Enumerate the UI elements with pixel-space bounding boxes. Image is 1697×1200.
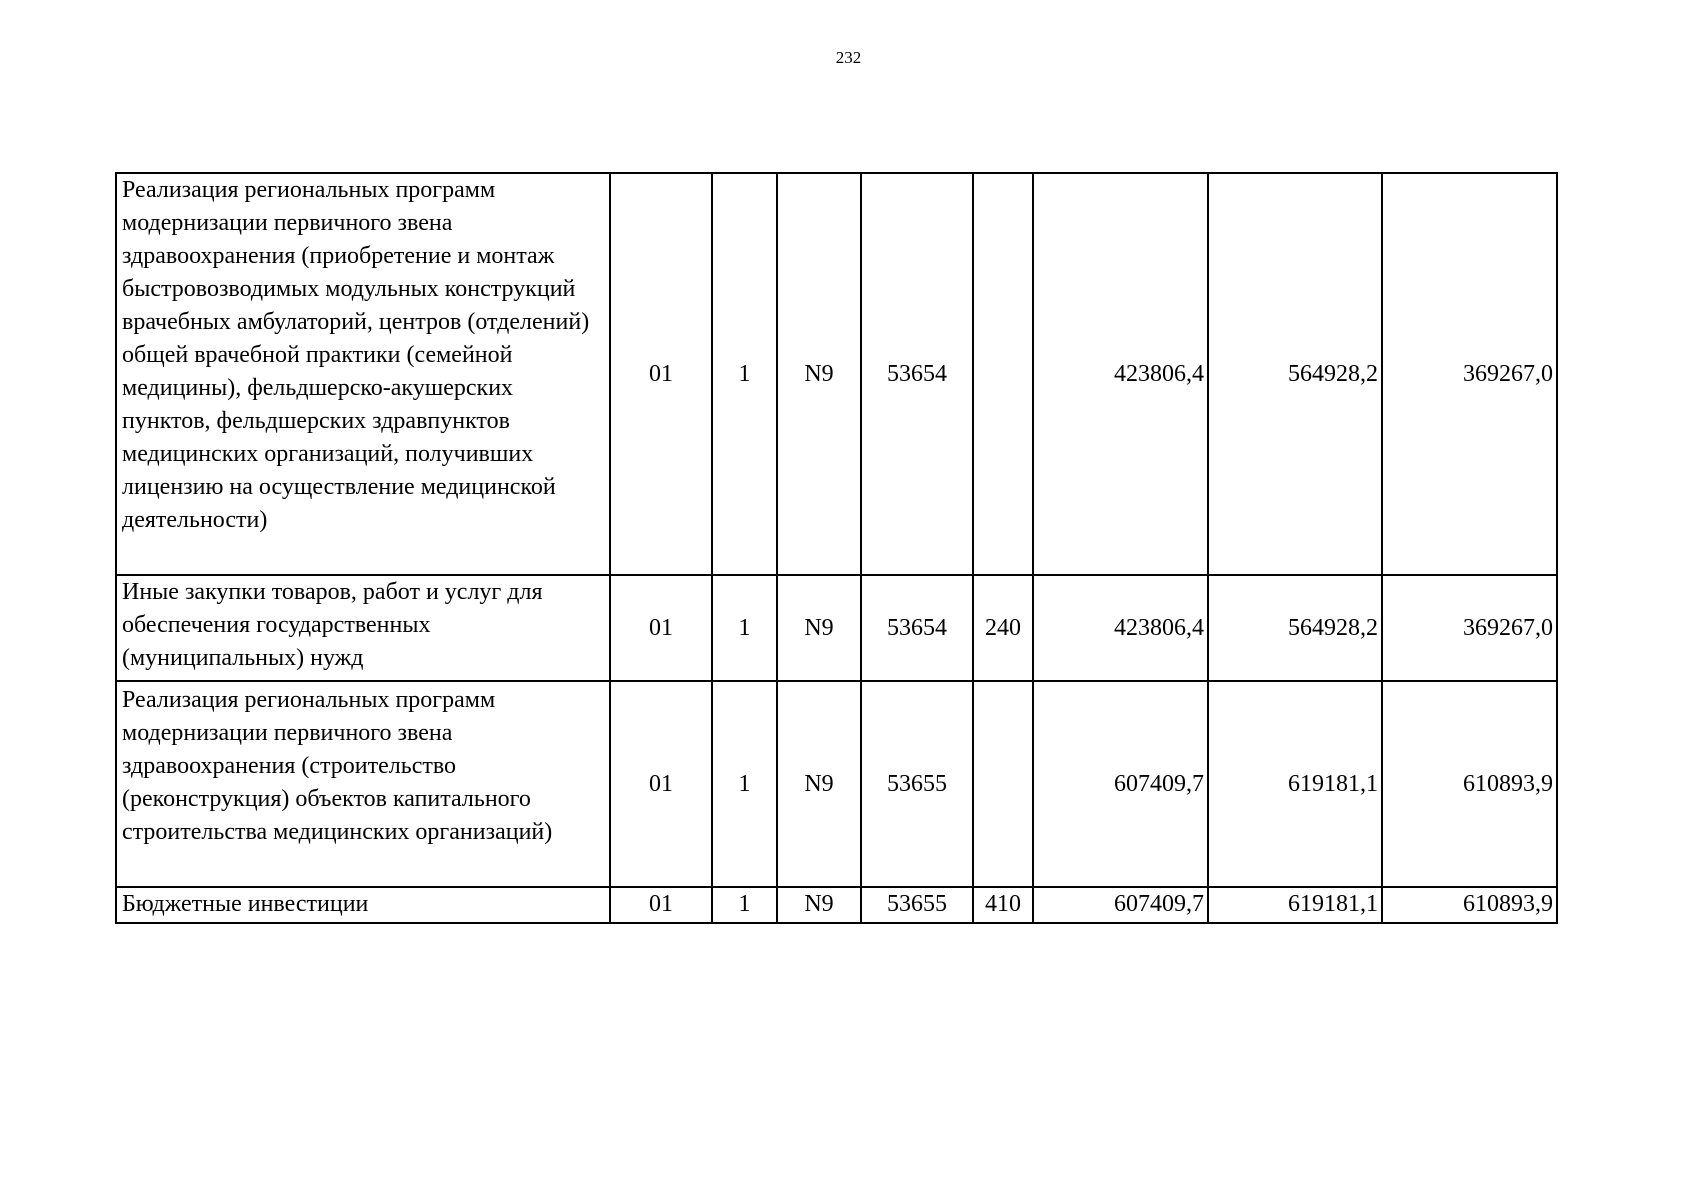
program-code: 1 — [712, 887, 777, 923]
amount-year-2: 619181,1 — [1208, 681, 1382, 887]
section-code: 01 — [610, 575, 712, 681]
project-code: N9 — [777, 575, 861, 681]
section-code: 01 — [610, 681, 712, 887]
direction-code: 53654 — [861, 173, 973, 575]
amount-year-3: 369267,0 — [1382, 575, 1557, 681]
table-row — [116, 681, 1557, 887]
table-row — [116, 575, 1557, 681]
row-description: Реализация региональных программ модернизации первичного звена здравоохранения (строительство (реконструкция) объектов капитального строительства медицинских организаций) — [116, 681, 610, 887]
amount-year-2: 619181,1 — [1208, 887, 1382, 923]
row-description: Иные закупки товаров, работ и услуг для обеспечения государственных (муниципальных) нужд — [116, 575, 610, 681]
page-number: 232 — [835, 48, 862, 67]
program-code: 1 — [712, 575, 777, 681]
section-code: 01 — [610, 173, 712, 575]
expense-type-code: 410 — [973, 887, 1033, 923]
project-code: N9 — [777, 681, 861, 887]
program-code: 1 — [712, 681, 777, 887]
amount-year-3: 610893,9 — [1382, 681, 1557, 887]
budget-table — [115, 172, 1558, 924]
amount-year-1: 423806,4 — [1033, 173, 1208, 575]
amount-year-2: 564928,2 — [1208, 575, 1382, 681]
row-description: Реализация региональных программ модернизации первичного звена здравоохранения (приобретение и монтаж быстровозводимых модульных конструкций врачебных амбулаторий, центров (отделений) общей врачебной практики (семейной медицины), фельдшерско-акушерских пунктов, фельдшерских здравпунктов медицинских организаций, получивших лицензию на осуществление медицинской деятельности) — [116, 173, 610, 575]
direction-code: 53655 — [861, 887, 973, 923]
table-row — [116, 887, 1557, 923]
expense-type-code — [973, 681, 1033, 887]
amount-year-1: 607409,7 — [1033, 681, 1208, 887]
project-code: N9 — [777, 173, 861, 575]
expense-type-code — [973, 173, 1033, 575]
row-description: Бюджетные инвестиции — [116, 887, 610, 923]
amount-year-3: 610893,9 — [1382, 887, 1557, 923]
amount-year-3: 369267,0 — [1382, 173, 1557, 575]
expense-type-code: 240 — [973, 575, 1033, 681]
amount-year-2: 564928,2 — [1208, 173, 1382, 575]
amount-year-1: 607409,7 — [1033, 887, 1208, 923]
table-row — [116, 173, 1557, 575]
section-code: 01 — [610, 887, 712, 923]
direction-code: 53655 — [861, 681, 973, 887]
direction-code: 53654 — [861, 575, 973, 681]
project-code: N9 — [777, 887, 861, 923]
program-code: 1 — [712, 173, 777, 575]
amount-year-1: 423806,4 — [1033, 575, 1208, 681]
